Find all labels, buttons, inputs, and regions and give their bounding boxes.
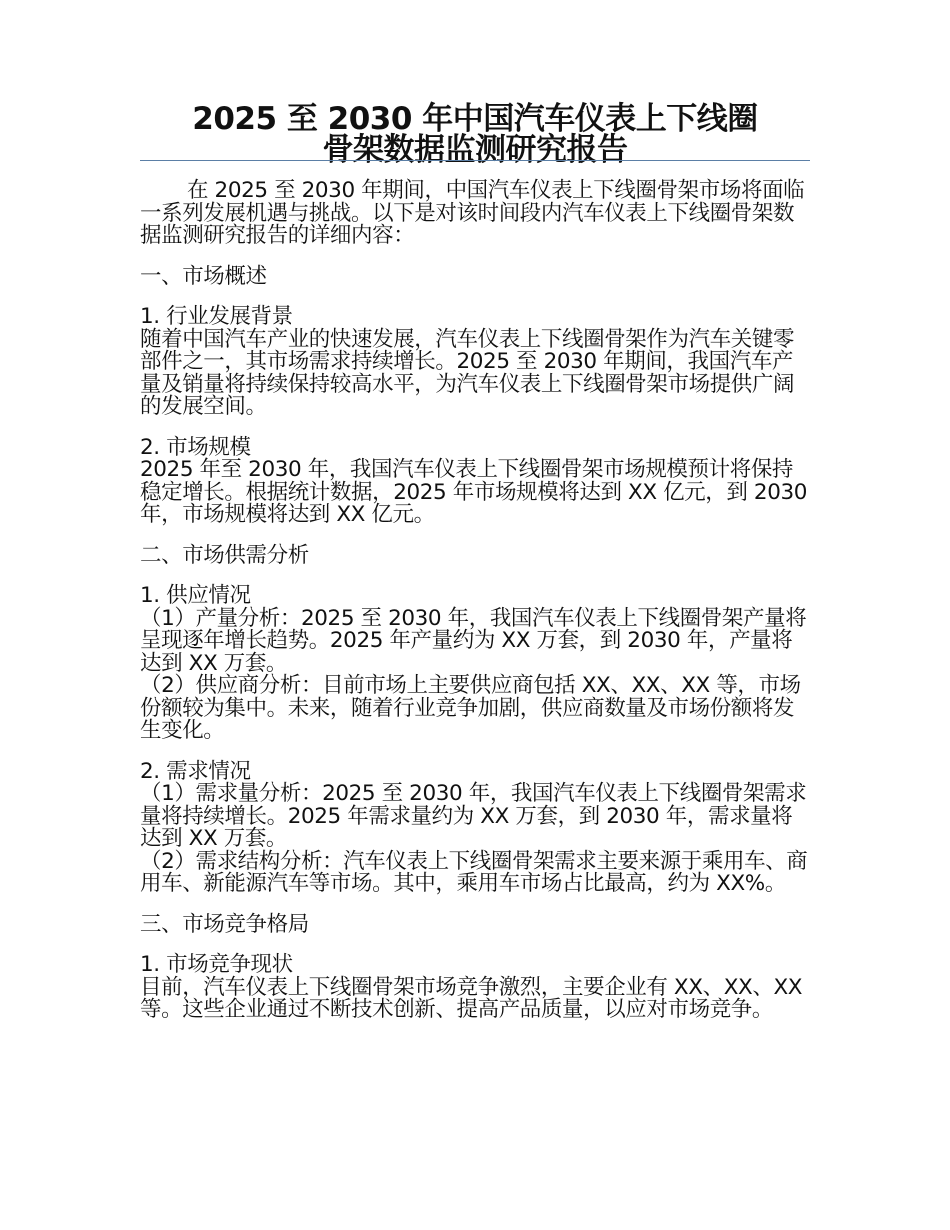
section1-sub2-heading: 2. 市场规模 [140,434,251,460]
title-line-2: 骨架数据监测研究报告 [322,132,628,168]
section2-heading: 二、市场供需分析 [140,542,309,568]
section3-heading: 三、市场竞争格局 [140,911,309,937]
title-underline [140,160,810,161]
section2-sub1-item2: （2）供应商分析：目前市场上主要供应商包括 XX、XX、XX 等，市场份额较为集中。未来，随着行业竞争加剧，供应商数量及市场份额将发生变化。 [140,673,801,743]
section2-sub2-item2: （2）需求结构分析：汽车仪表上下线圈骨架需求主要来源于乘用车、商用车、新能源汽车等市场。其中，乘用车市场占比最高，约为 XX%。 [140,848,808,896]
section2-sub1-item1: （1）产量分析：2025 至 2030 年，我国汽车仪表上下线圈骨架产量将呈现逐年增长趋势。2025 年产量约为 XX 万套，到 2030 年，产量将达到 XX 万套。 [140,605,807,676]
intro-paragraph: 在 2025 至 2030 年期间，中国汽车仪表上下线圈骨架市场将面临一系列发展机遇与挑战。以下是对该时间段内汽车仪表上下线圈骨架数据监测研究报告的详细内容： [140,178,805,248]
section1-sub2-text: 2025 年至 2030 年，我国汽车仪表上下线圈骨架市场规模预计将保持稳定增长。根据统计数据，2025 年市场规模将达到 XX 亿元，到 2030 年，市场规模将达到 XX 亿元。 [140,457,808,527]
section3-sub1-heading: 1. 市场竞争现状 [140,952,293,977]
section1-sub1-heading: 1. 行业发展背景 [140,304,293,329]
section3-sub1-text: 目前，汽车仪表上下线圈骨架市场竞争激烈，主要企业有 XX、XX、XX 等。这些企业通过不断技术创新、提高产品质量，以应对市场竞争。 [140,974,803,1022]
document-body [140,180,812,1022]
title-line-1: 2025 至 2030 年中国汽车仪表上下线圈 [192,101,758,137]
section2-sub2-item1: （1）需求量分析：2025 至 2030 年，我国汽车仪表上下线圈骨架需求量将持续增长。2025 年需求量约为 XX 万套，到 2030 年，需求量将达到 XX 万套。 [140,781,807,851]
section1-sub1-text: 随着中国汽车产业的快速发展，汽车仪表上下线圈骨架作为汽车关键零部件之一，其市场需求持续增长。2025 至 2030 年期间，我国汽车产量及销量将持续保持较高水平，为汽车仪表上下线圈骨架市场提供广阔的发展空间。 [140,326,795,419]
section2-sub1-heading: 1. 供应情况 [140,583,251,608]
section2-sub2-heading: 2. 需求情况 [140,758,251,784]
document-title [140,101,810,168]
section1-heading: 一、市场概述 [140,263,267,289]
